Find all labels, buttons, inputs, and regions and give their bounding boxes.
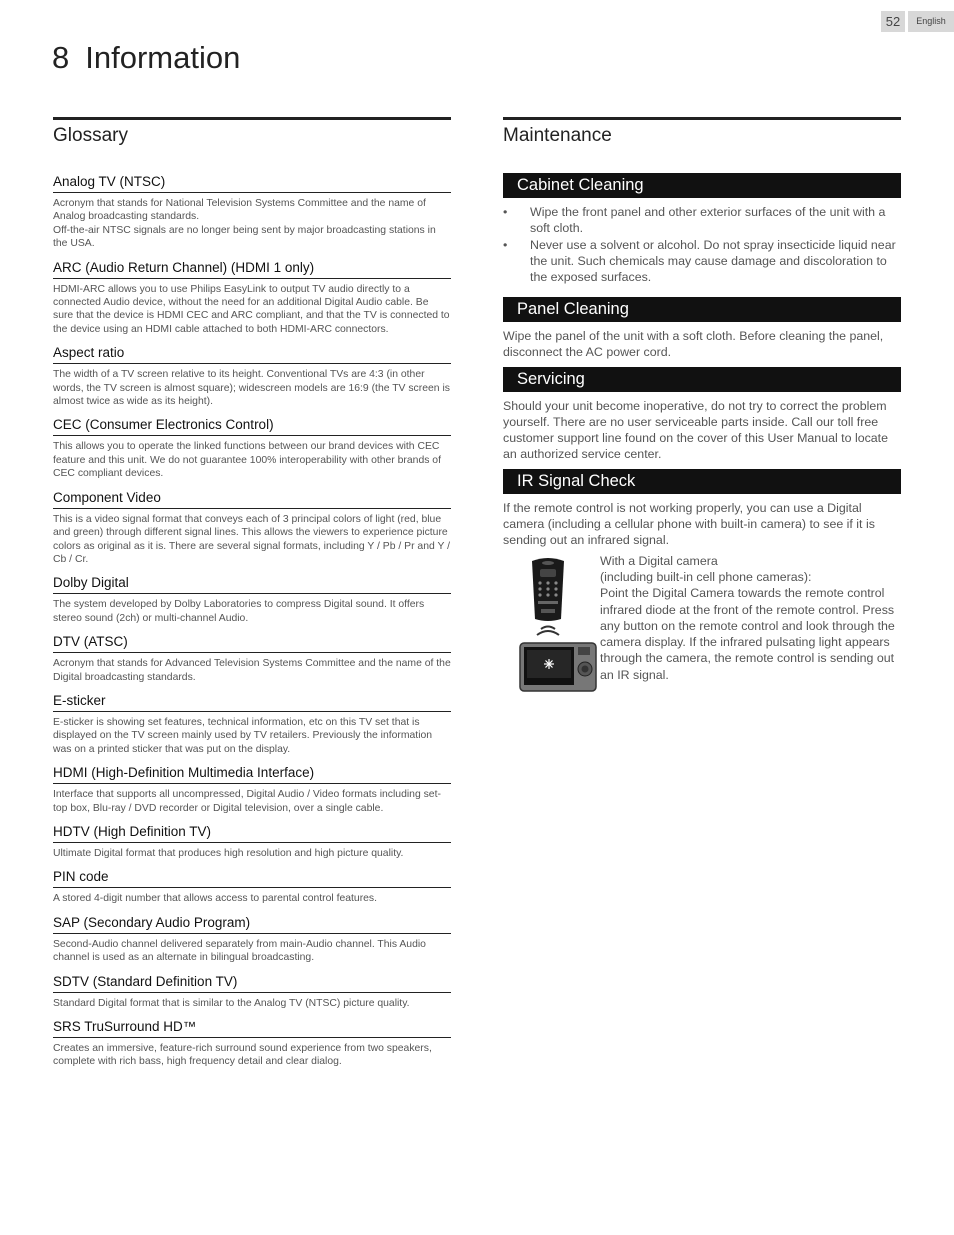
glossary-definition: This allows you to operate the linked functions between our brand devices with CEC feature and this unit. We do not guarantee 100% interoperability with other brands of CEC compliant devices. [53, 441, 441, 480]
glossary-title: Glossary [53, 117, 451, 161]
glossary-definition: A stored 4-digit number that allows access to parental control features. [53, 893, 378, 905]
glossary-term: DTV (ATSC) [53, 633, 451, 653]
glossary-definition: Acronym that stands for Advanced Television Systems Committee and the name of the Digital broadcasting standards. [53, 658, 451, 683]
bullet-icon: • [503, 238, 508, 252]
cabinet-cleaning-list [503, 204, 901, 285]
glossary-term: HDMI (High-Definition Multimedia Interface) [53, 764, 451, 784]
glossary-definition: Acronym that stands for National Television Systems Committee and the name of Analog broadcasting standards. Off-the-air NTSC signals are no longer being sent by major broadcasting stations in the USA. [53, 198, 436, 250]
glossary-term: Aspect ratio [53, 344, 451, 364]
digital-camera-icon [520, 643, 596, 691]
list-item [503, 204, 901, 236]
cabinet-cleaning-heading: Cabinet Cleaning [503, 173, 901, 198]
panel-cleaning-heading: Panel Cleaning [503, 297, 901, 322]
remote-and-camera-illustration [518, 555, 598, 693]
language-tab: English [908, 11, 954, 32]
glossary-definition: The width of a TV screen relative to its height. Conventional TVs are 4:3 (in other words, the TV screen is almost square); widescreen models are 16:9 (the TV screen is almost twice as wide as its height). [53, 369, 450, 408]
ir-instructions [600, 553, 900, 683]
glossary-definition: Creates an immersive, feature-rich surround sound experience from two speakers, complete with rich bass, high frequency detail and clear dialog. [53, 1043, 432, 1068]
chapter-number: 8 [52, 40, 70, 75]
glossary-term: Analog TV (NTSC) [53, 173, 451, 193]
bullet-icon: • [503, 205, 508, 219]
glossary-term: SDTV (Standard Definition TV) [53, 973, 451, 993]
remote-control-icon [532, 558, 564, 621]
servicing-text: Should your unit become inoperative, do not try to correct the problem yourself. There are no user serviceable parts inside. Call our toll free customer support line found on the cover of this User Manual to locate an authorized service center. [503, 398, 889, 462]
list-item [503, 237, 901, 285]
list-item-text: Never use a solvent or alcohol. Do not spray insecticide liquid near the unit. Such chemicals may cause damage and discoloration to the exposed surfaces. [530, 238, 896, 284]
glossary-term: E-sticker [53, 692, 451, 712]
signal-waves-icon [537, 626, 559, 635]
glossary-definition: Standard Digital format that is similar to the Analog TV (NTSC) picture quality. [53, 997, 410, 1009]
servicing-heading: Servicing [503, 367, 901, 392]
glossary-definition: Ultimate Digital format that produces high resolution and high picture quality. [53, 847, 404, 859]
ir-line-2: (including built-in cell phone cameras): [600, 569, 812, 584]
glossary-definition: E-sticker is showing set features, technical information, etc on this TV set that is displayed on the TV screen mainly used by TV retailers. Previously the information was on a printed sticker that was put on the display. [53, 716, 433, 755]
maintenance-title: Maintenance [503, 117, 901, 161]
ir-body: Point the Digital Camera towards the remote control infrared diode at the front of the remote control. Press any button on the remote control and look through the camera display. If the infrared pulsating light appears through the camera, the remote control is sending out an IR signal. [600, 586, 895, 682]
ir-signal-check-heading: IR Signal Check [503, 469, 901, 494]
glossary-list [53, 173, 451, 1069]
ir-intro-text: If the remote control is not working properly, you can use a Digital camera (including a cellular phone with built-in camera) to see if it is sending out an infrared signal. [503, 500, 875, 548]
glossary-term: ARC (Audio Return Channel) (HDMI 1 only) [53, 259, 451, 279]
glossary-definition: HDMI-ARC allows you to use Philips EasyLink to output TV audio directly to a connected Audio device, without the need for an additional Digital Audio cable. Be sure that the device is HDMI CEC and ARC compliant, and that the TV is connected to the device using an HDMI cable attached to both HDMI-ARC connectors. [53, 283, 450, 335]
glossary-definition: The system developed by Dolby Laboratories to compress Digital sound. It offers stereo sound (2ch) or multi-channel Audio. [53, 599, 425, 624]
glossary-column [53, 117, 451, 1077]
chapter-title: Information [85, 40, 241, 75]
glossary-definition: Interface that supports all uncompressed, Digital Audio / Video formats including set-top box, Blu-ray / DVD recorder or Digital television, over a single cable. [53, 789, 441, 814]
list-item-text: Wipe the front panel and other exterior surfaces of the unit with a soft cloth. [530, 205, 886, 235]
glossary-definition: Second-Audio channel delivered separately from main-Audio channel. This Audio channel is used as an alternate in bilingual broadcasting. [53, 938, 426, 964]
maintenance-column [503, 117, 901, 693]
glossary-term: SRS TruSurround HD™ [53, 1018, 451, 1038]
glossary-term: PIN code [53, 868, 451, 888]
glossary-definition: This is a video signal format that conveys each of 3 principal colors of light (red, blue and green) through different signal lines. This allows the viewers to experience picture colors as original as it is. There are several signal formats, including Y / Pb / Pr and Y / Cb / Cr. [53, 513, 450, 565]
chapter-heading [52, 40, 240, 76]
glossary-term: HDTV (High Definition TV) [53, 823, 451, 843]
ir-line-1: With a Digital camera [600, 553, 718, 568]
panel-cleaning-text: Wipe the panel of the unit with a soft cloth. Before cleaning the panel, disconnect the AC power cord. [503, 329, 884, 360]
glossary-term: Component Video [53, 489, 451, 509]
glossary-term: SAP (Secondary Audio Program) [53, 914, 451, 934]
page-number: 52 [881, 11, 905, 32]
ir-check-block [503, 553, 901, 693]
glossary-term: Dolby Digital [53, 574, 451, 594]
glossary-term: CEC (Consumer Electronics Control) [53, 416, 451, 436]
